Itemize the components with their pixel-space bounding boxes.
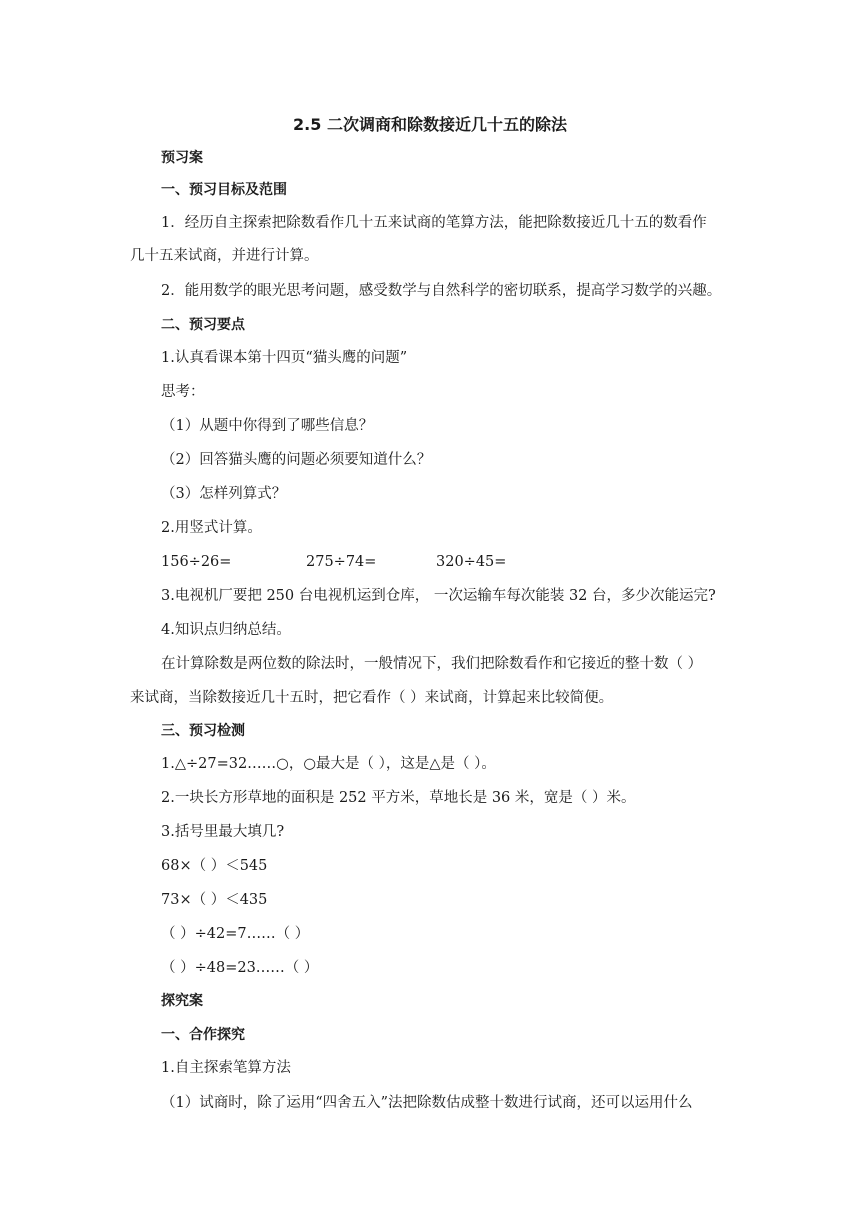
fill-blank-line: （ ）÷48=23……（ ） — [161, 960, 319, 976]
question-line: （3）怎样列算式？ — [161, 486, 287, 502]
paragraph-line: 1．经历自主探索把除数看作几十五来试商的笔算方法，能把除数接近几十五的数看作 — [161, 215, 707, 231]
paragraph-line: 3.电视机厂要把 250 台电视机运到仓库， 一次运输车每次能装 32 台，多少次能运完? — [161, 588, 716, 604]
question-line: （2）回答猫头鹰的问题必须要知道什么？ — [161, 452, 432, 468]
paragraph-line: 在计算除数是两位数的除法时，一般情况下，我们把除数看作和它接近的整十数（ ） — [161, 656, 703, 672]
document-title: 2.5 二次调商和除数接近几十五的除法 — [293, 115, 567, 134]
paragraph-line: （1）试商时，除了运用“四舍五入”法把除数估成整十数进行试商，还可以运用什么 — [161, 1095, 693, 1111]
subsection-heading: 三、预习检测 — [161, 723, 245, 739]
paragraph-line: 思考： — [161, 384, 205, 400]
subsection-heading: 一、合作探究 — [161, 1027, 245, 1043]
paragraph-line: 几十五来试商，并进行计算。 — [130, 248, 319, 264]
paragraph-line: 来试商，当除数接近几十五时，把它看作（ ）来试商，计算起来比较简便。 — [130, 690, 614, 706]
subsection-heading: 二、预习要点 — [161, 317, 245, 333]
paragraph-line: 1.△÷27=32……○，○最大是（ ），这是△是（ ）。 — [161, 756, 496, 772]
fill-blank-line: 73×（ ）＜435 — [161, 892, 268, 908]
subsection-heading: 一、预习目标及范围 — [161, 182, 287, 198]
fill-blank-line: 68×（ ）＜545 — [161, 858, 268, 874]
paragraph-line: 2.一块长方形草地的面积是 252 平方米，草地长是 36 米，宽是（ ）米。 — [161, 790, 636, 806]
paragraph-line: 3.括号里最大填几? — [161, 824, 285, 840]
paragraph-line: 4.知识点归纳总结。 — [161, 622, 291, 638]
paragraph-line: 2．能用数学的眼光思考问题，感受数学与自然科学的密切联系，提高学习数学的兴趣。 — [161, 283, 722, 299]
calc-exercise: 275÷74= — [306, 554, 377, 570]
section-heading: 探究案 — [161, 993, 203, 1009]
paragraph-line: 2.用竖式计算。 — [161, 520, 262, 536]
calc-exercise: 320÷45= — [436, 554, 507, 570]
calc-exercise: 156÷26= — [161, 554, 232, 570]
question-line: （1）从题中你得到了哪些信息？ — [161, 418, 374, 434]
section-heading: 预习案 — [161, 150, 203, 166]
fill-blank-line: （ ）÷42=7……（ ） — [161, 926, 310, 942]
paragraph-line: 1.认真看课本第十四页“猫头鹰的问题” — [161, 350, 408, 366]
paragraph-line: 1.自主探索笔算方法 — [161, 1060, 291, 1076]
